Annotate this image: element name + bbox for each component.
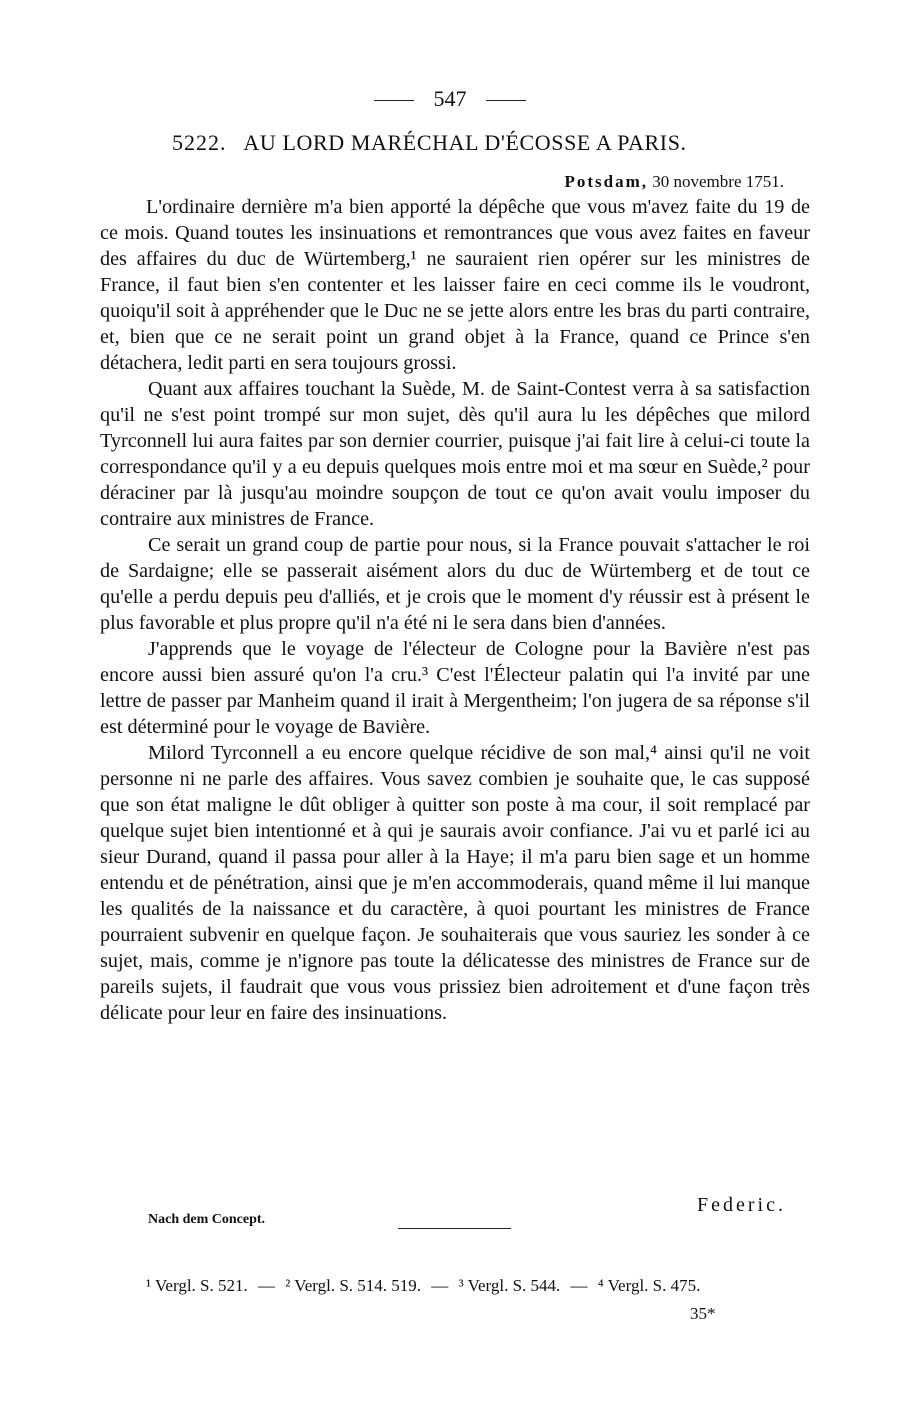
- page-number: 547: [433, 86, 467, 111]
- signature: Federic.: [697, 1194, 786, 1216]
- letter-body: [100, 194, 810, 1026]
- header-dash-right: [486, 100, 526, 101]
- dateline-place: Potsdam,: [564, 172, 649, 191]
- paragraph-1: L'ordinaire dernière m'a bien apporté la dépêche que vous m'avez faite du 19 de ce mois. Quand toutes les insinuations et remontrances que vous avez faites en faveur des affaires du duc de Würtemberg,¹ ne sauraient rien opérer sur les ministres de France, il faut bien s'en contenter et les laisser faire en ceci comme ils le voudront, quoiqu'il soit à appréhender que le Duc ne se jette alors entre les bras du parti contraire, et, bien que ce ne serait point un grand objet à la France, quand ce Prince s'en détachera, ledit parti en sera toujours grossi.: [100, 196, 810, 374]
- paragraph-3: Ce serait un grand coup de partie pour nous, si la France pouvait s'attacher le roi de Sardaigne; elle se passerait aisément alors du duc de Würtemberg et de tout ce qu'elle a perdu depuis peu d'alliés, et je crois que le moment d'y réussir est à présent le plus favorable et plus propre qu'il n'a été ni le sera dans bien d'années.: [100, 534, 810, 634]
- footnote-separator: —: [570, 1276, 588, 1295]
- footnote-separator: —: [258, 1276, 276, 1295]
- footnote-rule: [398, 1228, 511, 1229]
- dateline: [564, 172, 784, 192]
- footnote-3: ³ Vergl. S. 544.: [458, 1276, 561, 1295]
- footnote-2: ² Vergl. S. 514. 519.: [285, 1276, 422, 1295]
- header-dash-left: [374, 100, 414, 101]
- source-note: Nach dem Concept.: [148, 1212, 266, 1227]
- page-header: [0, 86, 900, 112]
- letter-title: AU LORD MARÉCHAL D'ÉCOSSE A PARIS.: [243, 130, 687, 155]
- dateline-date: 30 novembre 1751.: [652, 172, 784, 191]
- letter-heading: [172, 130, 687, 156]
- sheet-signature-mark: 35*: [690, 1304, 716, 1323]
- paragraph-2: Quant aux affaires touchant la Suède, M. de Saint-Contest verra à sa satisfaction qu'il ne s'est point trompé sur mon sujet, dès qu'il aura lu les dépêches que milord Tyrconnell lui aura faites par son dernier courrier, puisque j'ai fait lire à celui-ci toute la correspondance qu'il y a eu depuis quelques mois entre moi et ma sœur en Suède,² pour déraciner par là jusqu'au moindre soupçon de tout ce qu'on avait voulu imposer du contraire aux ministres de France.: [100, 378, 810, 530]
- footnote-1: ¹ Vergl. S. 521.: [146, 1276, 248, 1295]
- footnote-separator: —: [431, 1276, 449, 1295]
- letter-number: 5222.: [172, 130, 227, 155]
- paragraph-4: J'apprends que le voyage de l'électeur de Cologne pour la Bavière n'est pas encore aussi bien assuré qu'on l'a cru.³ C'est l'Électeur palatin qui l'a invité par une lettre de passer par Manheim quand il irait à Mergentheim; l'on jugera de sa réponse s'il est déterminé pour le voyage de Bavière.: [100, 638, 810, 738]
- footnotes: [146, 1276, 700, 1296]
- footnote-4: ⁴ Vergl. S. 475.: [597, 1276, 701, 1295]
- paragraph-5: Milord Tyrconnell a eu encore quelque récidive de son mal,⁴ ainsi qu'il ne voit personne ni ne parle des affaires. Vous savez combien je souhaite que, le cas supposé que son état maligne le dût obliger à quitter son poste à ma cour, il soit remplacé par quelque sujet bien intentionné et à qui je saurais avoir confiance. J'ai vu et parlé ici au sieur Durand, quand il passa pour aller à la Haye; il m'a paru bien sage et un homme entendu et de pénétration, ainsi que je m'en accommoderais, quand même il lui manque les qualités de la naissance et du caractère, à quoi pourtant les ministres de France pourraient subvenir en quelque façon. Je souhaiterais que vous sauriez les sonder à ce sujet, mais, comme je n'ignore pas toute la délicatesse des ministres de France sur de pareils sujets, il faudrait que vous vous prissiez bien adroitement et d'une façon très délicate pour leur en faire des insinuations.: [100, 742, 810, 1024]
